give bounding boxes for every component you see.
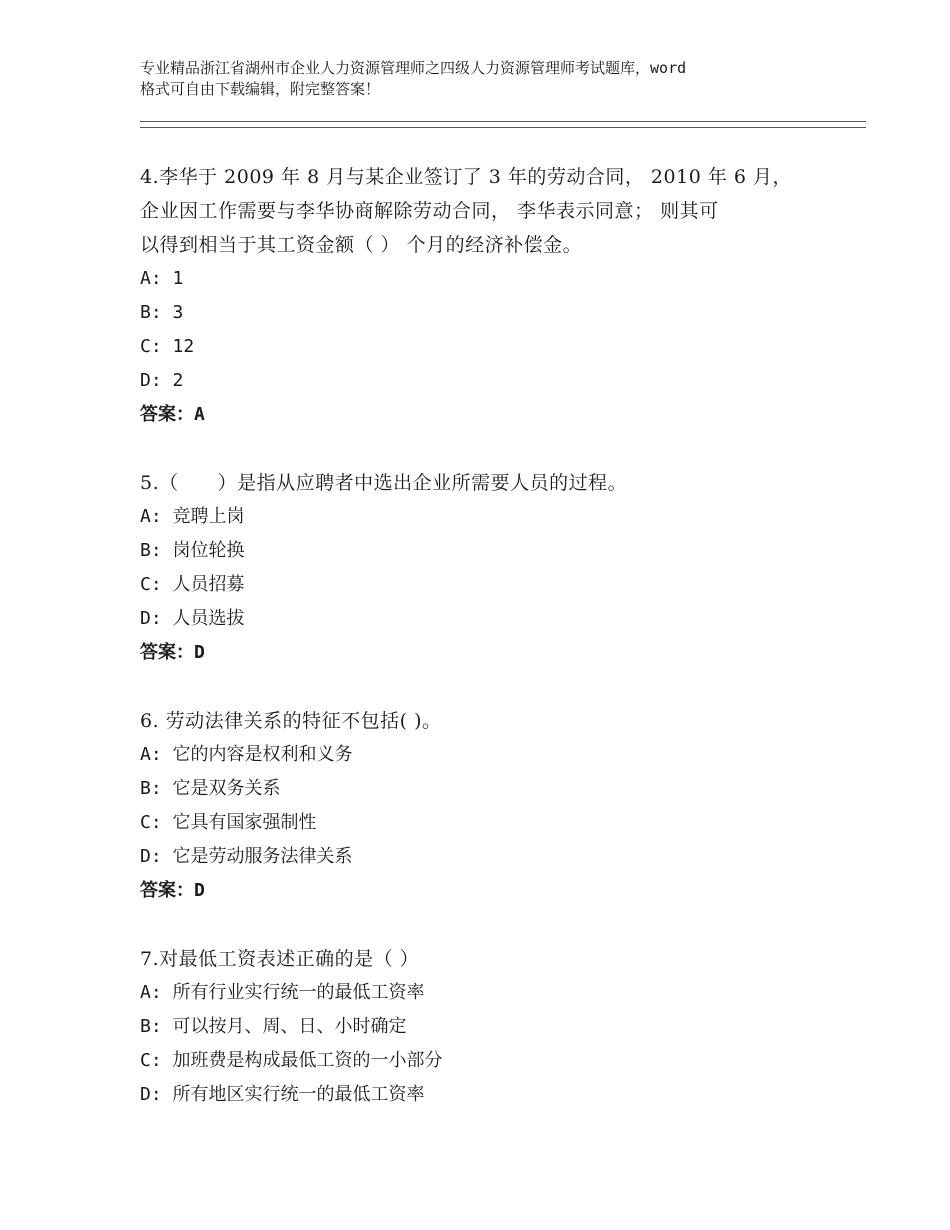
answer-line: 答案：D	[140, 642, 205, 663]
answer-line: 答案：A	[140, 404, 205, 425]
option-c: C: 加班费是构成最低工资的一小部分	[140, 1050, 443, 1071]
option-c: C: 人员招募	[140, 574, 245, 595]
question-text-line: 5.（ ）是指从应聘者中选出企业所需要人员的过程。	[140, 472, 628, 494]
option-a: A: 所有行业实行统一的最低工资率	[140, 982, 425, 1003]
question-5	[140, 466, 830, 670]
option-b: B: 它是双务关系	[140, 778, 281, 799]
option-d: D: 所有地区实行统一的最低工资率	[140, 1084, 425, 1105]
document-header	[140, 58, 840, 100]
answer-line: 答案：D	[140, 880, 205, 901]
option-d: D: 2	[140, 370, 184, 391]
option-a: A: 1	[140, 268, 184, 289]
option-a: A: 竞聘上岗	[140, 506, 245, 527]
question-7	[140, 942, 830, 1112]
option-b: B: 3	[140, 302, 184, 323]
option-b: B: 可以按月、周、日、小时确定	[140, 1016, 407, 1037]
spacer	[140, 908, 830, 942]
option-b: B: 岗位轮换	[140, 540, 245, 561]
option-c: C: 12	[140, 336, 195, 357]
option-c: C: 它具有国家强制性	[140, 812, 317, 833]
option-d: D: 人员选拔	[140, 608, 245, 629]
question-text-line: 6. 劳动法律关系的特征不包括( )。	[140, 710, 442, 732]
question-text-line: 企业因工作需要与李华协商解除劳动合同， 李华表示同意； 则其可	[140, 200, 719, 222]
spacer	[140, 432, 830, 466]
option-d: D: 它是劳动服务法律关系	[140, 846, 353, 867]
header-divider	[140, 121, 866, 128]
question-list	[140, 160, 830, 1112]
question-4	[140, 160, 830, 432]
question-text-line: 4.李华于 2009 年 8 月与某企业签订了 3 年的劳动合同， 2010 年 6 月，	[140, 166, 792, 188]
question-text-line: 7.对最低工资表述正确的是（ ）	[140, 948, 420, 970]
header-line-1: 专业精品浙江省湖州市企业人力资源管理师之四级人力资源管理师考试题库，word	[140, 59, 687, 77]
option-a: A: 它的内容是权利和义务	[140, 744, 353, 765]
header-line-2: 格式可自由下载编辑，附完整答案！	[140, 80, 381, 98]
question-6	[140, 704, 830, 908]
spacer	[140, 670, 830, 704]
question-text-line: 以得到相当于其工资金额（ ） 个月的经济补偿金。	[140, 234, 583, 256]
